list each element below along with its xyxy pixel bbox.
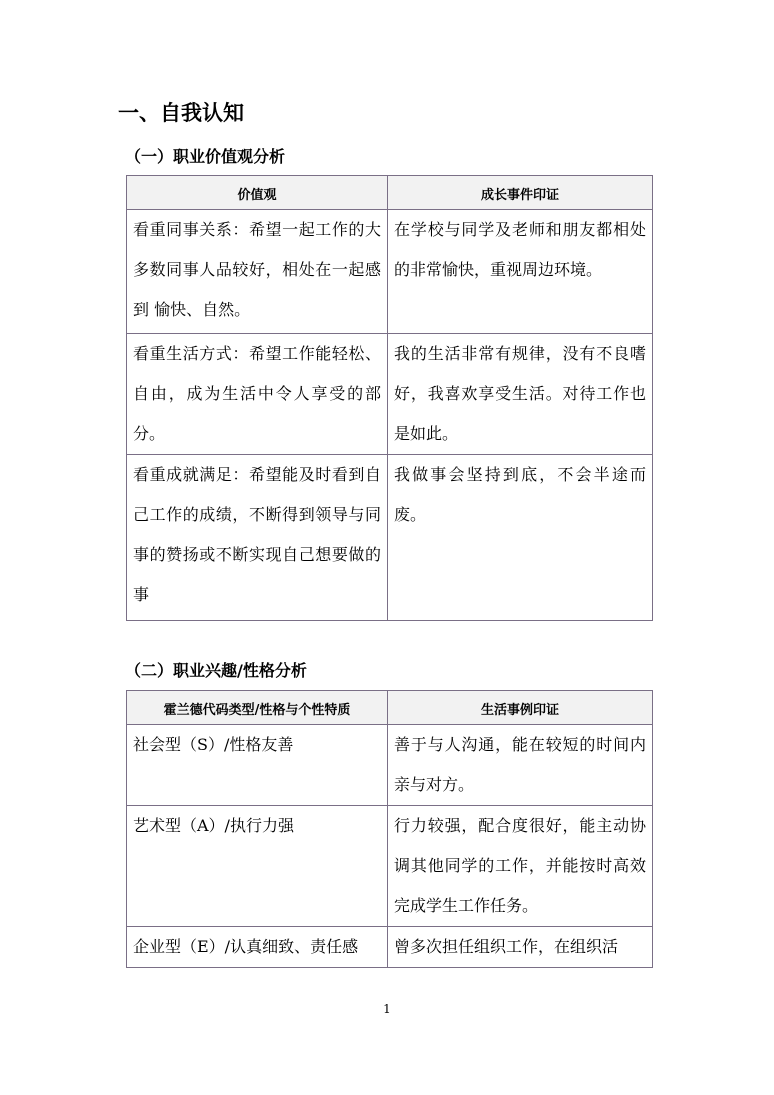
table-header-row: [127, 691, 653, 725]
table-row: [127, 725, 653, 806]
evidence-cell: 善于与人沟通，能在较短的时间内亲与对方。: [388, 725, 653, 806]
table-row: [127, 210, 653, 334]
table-row: [127, 334, 653, 455]
column-header-evidence: 成长事件印证: [388, 176, 653, 210]
value-cell: 看重成就满足：希望能及时看到自己工作的成绩，不断得到领导与同事的赞扬或不断实现自己想要做的事: [127, 455, 388, 621]
interest-analysis-heading: （二）职业兴趣/性格分析: [125, 661, 307, 680]
page-number: 1: [383, 1002, 391, 1016]
type-cell: 企业型（E）/认真细致、责任感: [127, 927, 388, 968]
value-cell: 看重同事关系：希望一起工作的大多数同事人品较好，相处在一起感到 愉快、自然。: [127, 210, 388, 334]
value-cell: 看重生活方式：希望工作能轻松、自由，成为生活中令人享受的部分。: [127, 334, 388, 455]
table-row: [127, 455, 653, 621]
table-row: [127, 927, 653, 968]
evidence-cell: 我的生活非常有规律，没有不良嗜好，我喜欢享受生活。对待工作也是如此。: [388, 334, 653, 455]
table-row: [127, 806, 653, 927]
evidence-cell: 行力较强，配合度很好，能主动协调其他同学的工作，并能按时高效完成学生工作任务。: [388, 806, 653, 927]
column-header-value: 价值观: [127, 176, 388, 210]
type-cell: 艺术型（A）/执行力强: [127, 806, 388, 927]
section-heading: 一、自我认知: [118, 101, 244, 125]
type-cell: 社会型（S）/性格友善: [127, 725, 388, 806]
evidence-cell: 我做事会坚持到底，不会半途而废。: [388, 455, 653, 621]
column-header-evidence: 生活事例印证: [388, 691, 653, 725]
table-header-row: [127, 176, 653, 210]
column-header-type: 霍兰德代码类型/性格与个性特质: [127, 691, 388, 725]
values-analysis-heading: （一）职业价值观分析: [125, 147, 286, 166]
interest-analysis-table: [126, 690, 653, 968]
evidence-cell: 曾多次担任组织工作，在组织活: [388, 927, 653, 968]
evidence-cell: 在学校与同学及老师和朋友都相处的非常愉快，重视周边环境。: [388, 210, 653, 334]
values-analysis-table: [126, 175, 653, 621]
